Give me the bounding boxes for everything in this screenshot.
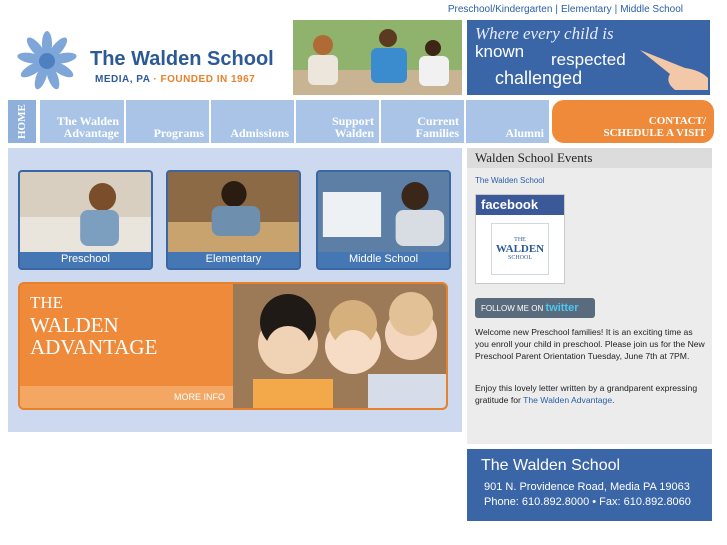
advantage-line1: THE [30, 293, 64, 312]
events-paragraph-2 [475, 382, 707, 406]
main-panel [8, 148, 462, 432]
nav-admissions[interactable] [209, 100, 294, 143]
seal-top-text: THE [514, 237, 526, 243]
walden-school-link[interactable]: The Walden School [475, 176, 545, 185]
nav-contact-schedule-visit[interactable] [552, 100, 714, 143]
footer-phones: Phone: 610.892.8000 • Fax: 610.892.8060 [484, 496, 691, 508]
separator: | [555, 4, 558, 15]
separator: | [614, 4, 618, 15]
school-seal [491, 223, 549, 275]
advantage-line2: WALDEN [30, 313, 119, 337]
separator-dot: · [153, 74, 158, 85]
footer-school-name: The Walden School [481, 457, 621, 474]
twitter-brand: twitter [545, 302, 579, 314]
program-label: Preschool [61, 253, 110, 265]
events-paragraph-1: Welcome new Preschool families! It is an exciting time as you enroll your child in preschool. Please join us for the New Preschool Parent Orientation Tuesday, June 7th at 7PM. [475, 327, 705, 361]
nav-walden-advantage[interactable] [38, 100, 124, 143]
children-photo-icon [233, 284, 448, 408]
nav-label-line1: The Walden [56, 114, 119, 128]
location-text: MEDIA, PA [95, 74, 151, 85]
site-subtitle [95, 74, 255, 85]
middle-school-photo-icon [318, 172, 449, 252]
program-tile-elementary[interactable] [166, 170, 301, 270]
site-title[interactable]: The Walden School [90, 48, 274, 70]
program-tile-preschool[interactable] [18, 170, 153, 270]
students-photo-icon [293, 20, 462, 95]
program-tile-middle-school[interactable] [316, 170, 451, 270]
walden-advantage-link[interactable]: The Walden Advantage [523, 395, 613, 405]
nav-label: Programs [153, 126, 204, 140]
nav-label: Alumni [505, 126, 544, 140]
facebook-widget[interactable] [475, 194, 565, 284]
tagline-challenged: challenged [495, 68, 583, 88]
events-heading: Walden School Events [467, 148, 712, 168]
tagline-respected: respected [551, 50, 626, 69]
top-link-middle-school[interactable]: Middle School [620, 4, 683, 15]
preschool-photo-icon [20, 172, 151, 252]
nav-label-line1: Current [417, 114, 459, 128]
advantage-heading [30, 292, 157, 358]
nav-label-line2: Advantage [63, 126, 119, 140]
follow-twitter-button[interactable] [475, 298, 595, 318]
events-sidebar [467, 148, 712, 444]
nav-current-families[interactable] [379, 100, 464, 143]
tagline-line1: Where every child is [475, 24, 614, 43]
top-link-preschool[interactable]: Preschool/Kindergarten [447, 4, 553, 15]
contact-line2: SCHEDULE A VISIT [603, 127, 706, 139]
top-links [448, 4, 683, 15]
walden-logo-icon[interactable] [16, 30, 78, 92]
main-nav [8, 100, 720, 143]
footer-address: 901 N. Providence Road, Media PA 19063 [484, 481, 690, 493]
footer-contact [467, 449, 712, 521]
pointing-hand-icon [630, 30, 710, 90]
tagline-banner [467, 20, 710, 95]
seal-name-text: WALDEN [495, 243, 545, 255]
nav-support-walden[interactable] [294, 100, 379, 143]
paragraph2-end: . [612, 395, 615, 405]
tagline-known: known [475, 42, 525, 61]
facebook-label: facebook [476, 195, 564, 215]
nav-alumni[interactable] [464, 100, 549, 143]
hero-photo [293, 20, 462, 95]
elementary-photo-icon [168, 172, 299, 252]
paragraph2-text: Enjoy this lovely letter written by a grandparent expressing gratitude for [475, 383, 698, 405]
program-label: Middle School [348, 253, 419, 265]
nav-label-line1: Support [331, 114, 374, 128]
founded-text: FOUNDED IN 1967 [160, 74, 256, 85]
top-link-elementary[interactable]: Elementary [561, 4, 612, 15]
nav-programs[interactable] [124, 100, 209, 143]
more-info-link[interactable]: MORE INFO [20, 386, 233, 408]
nav-label: Admissions [230, 126, 289, 140]
contact-line1: CONTACT/ [648, 115, 706, 127]
nav-label-line2: Walden [334, 126, 374, 140]
nav-label-line2: Families [415, 126, 459, 140]
twitter-prefix: FOLLOW ME ON [481, 304, 544, 313]
program-label: Elementary [205, 253, 262, 265]
nav-home[interactable]: HOME [8, 100, 36, 143]
advantage-line3: ADVANTAGE [30, 335, 158, 359]
walden-advantage-banner[interactable] [18, 282, 448, 410]
seal-bottom-text: SCHOOL [507, 255, 532, 261]
